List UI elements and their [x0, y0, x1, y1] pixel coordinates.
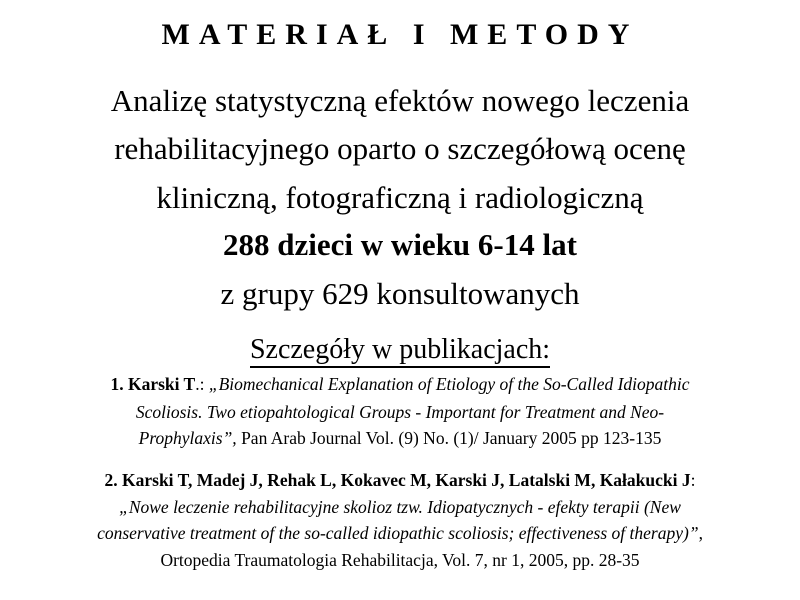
reference-2-source: Ortopedia Traumatologia Rehabilitacja, Vol. 7, nr 1, 2005, pp. 28-35	[160, 550, 640, 570]
reference-2-authors-sep: :	[690, 470, 696, 490]
reference-2-authors: Karski T, Madej J, Rehak L, Kokavec M, Karski J, Latalski M, Kałakucki J	[122, 470, 691, 490]
reference-2-title-2: conservative treatment of the so-called idiopathic scoliosis; effectiveness of therapy)”	[97, 523, 699, 543]
reference-2-title-1: „Nowe leczenie rehabilitacyjne skolioz tzw. Idiopatycznych - efekty terapii (New	[119, 497, 681, 517]
reference-2-line-3	[0, 525, 800, 543]
reference-1-authors: Karski T	[127, 374, 196, 394]
lead-line-4-highlight: 288 dzieci w wieku 6-14 lat	[223, 227, 577, 262]
reference-1-number: 1.	[110, 374, 124, 394]
publications-heading	[0, 336, 800, 364]
reference-1-title-3: Prophylaxis”,	[138, 428, 237, 448]
reference-1-title-1: „Biomechanical Explanation of Etiology of the So-Called Idiopathic	[208, 374, 690, 394]
reference-1-title-2: Scoliosis. Two etiopahtological Groups - Important for Treatment and Neo-	[135, 402, 665, 422]
publications-heading-text: Szczegóły w publikacjach:	[250, 334, 550, 368]
lead-line-1: Analizę statystyczną efektów nowego leczenia	[110, 83, 690, 118]
lead-line-5: z grupy 629 konsultowanych	[220, 276, 580, 311]
reference-1-line-3	[0, 430, 800, 448]
reference-2-line-1	[0, 472, 800, 490]
reference-2-title-end: ,	[698, 523, 703, 543]
lead-line-3: kliniczną, fotograficzną i radiologiczną	[156, 180, 644, 215]
reference-1-line-2	[0, 404, 800, 422]
reference-2-number: 2.	[104, 470, 118, 490]
reference-1-source: Pan Arab Journal Vol. (9) No. (1)/ January 2005 pp 123-135	[236, 428, 662, 448]
reference-2-line-2	[0, 499, 800, 517]
lead-line-2: rehabilitacyjnego oparto o szczegółową ocenę	[114, 131, 686, 166]
reference-2-line-4	[0, 552, 800, 570]
reference-1-line-1	[0, 376, 800, 394]
page-title: MATERIAŁ I METODY	[161, 18, 639, 51]
reference-1-authors-sep: .:	[195, 374, 209, 394]
